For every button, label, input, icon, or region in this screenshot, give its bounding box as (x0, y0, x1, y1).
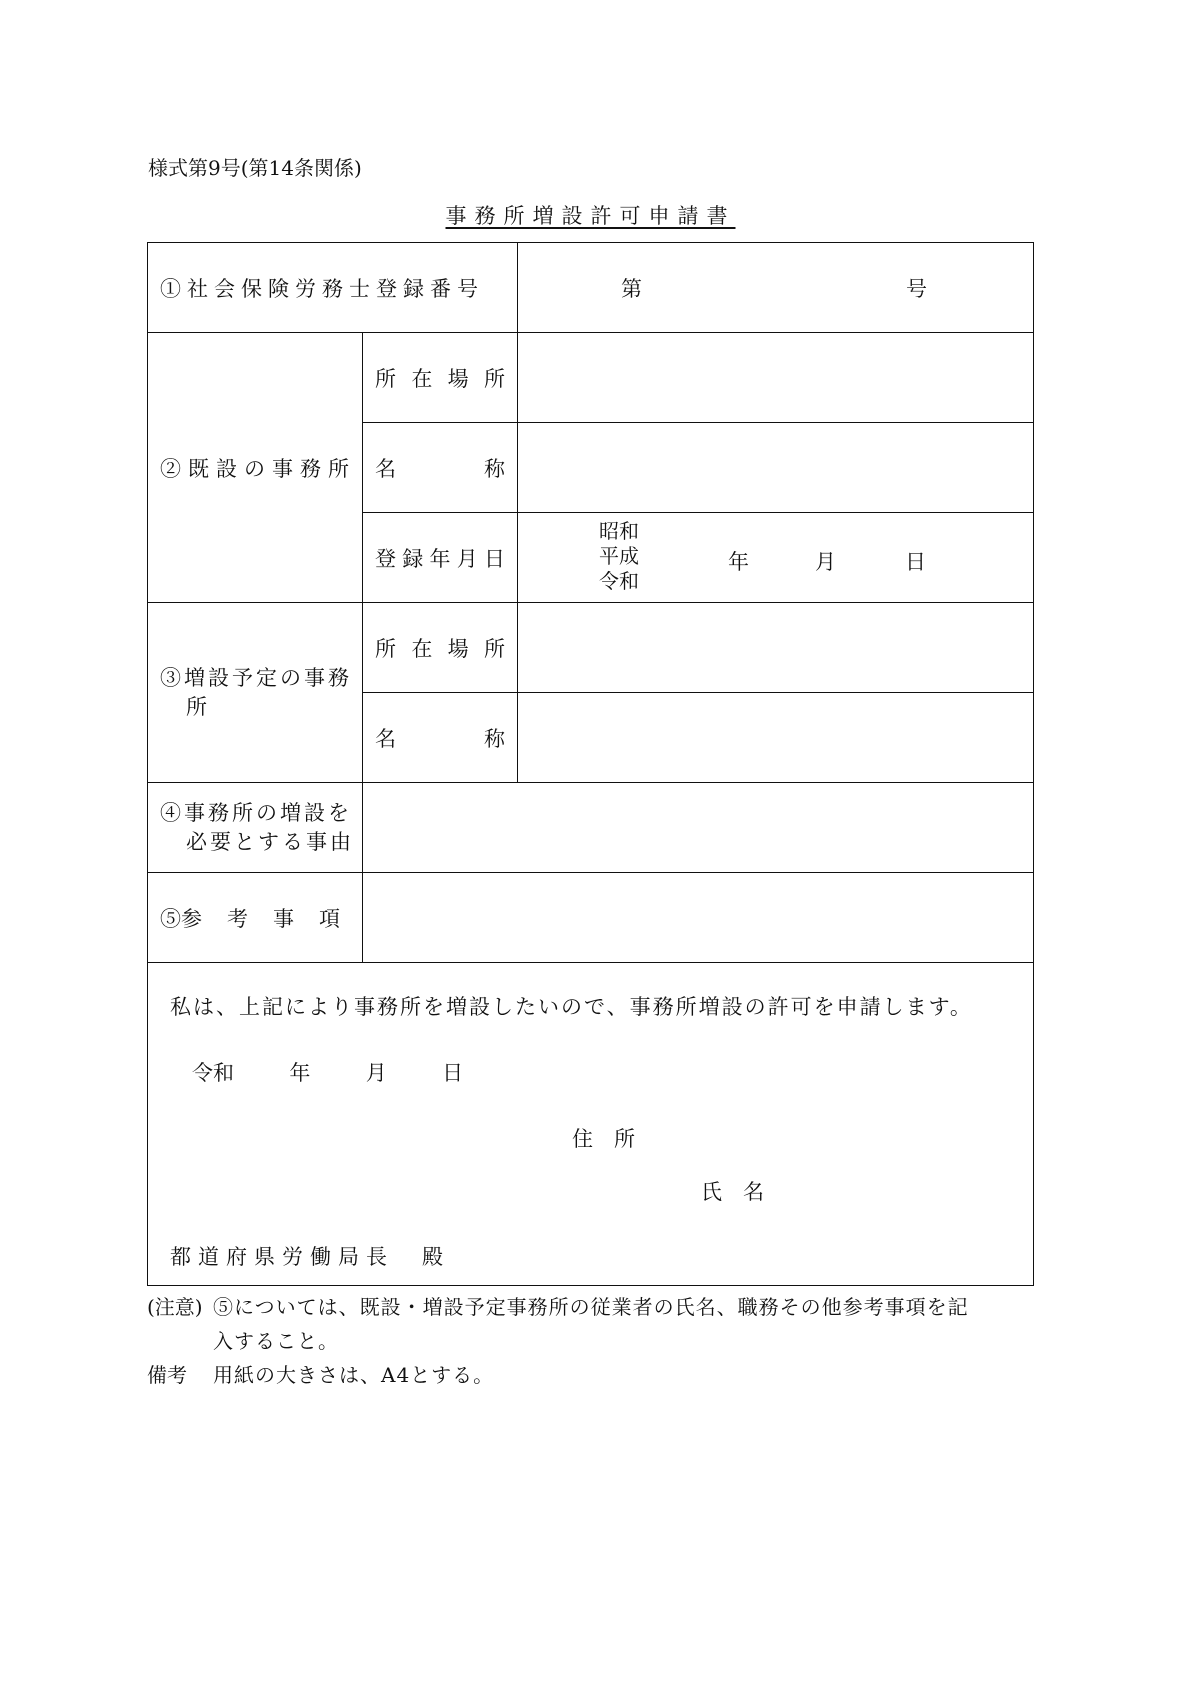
reason-label (148, 783, 363, 873)
label-char: 所 (375, 636, 396, 661)
caution-body (213, 1290, 969, 1358)
caution-line2: 入すること。 (213, 1329, 339, 1353)
planned-office-label-line2: 所 (186, 694, 210, 719)
label-char: ⑤参 (160, 906, 202, 931)
era-showa: 昭和 (599, 519, 639, 543)
label-char: 所 (483, 366, 505, 391)
label-char: 場 (447, 366, 469, 391)
label-char: 事 (273, 906, 294, 931)
caution-line1: ⑤については、既設・増設予定事務所の従業者の氏名、職務その他参考事項を記 (213, 1295, 969, 1319)
label-char: 在 (411, 636, 433, 661)
row-planned-location (148, 603, 1034, 693)
registration-dai-label: 第 (621, 277, 642, 301)
existing-name-label (363, 423, 518, 513)
planned-location-field[interactable] (518, 603, 1034, 693)
label-char: 在 (411, 366, 433, 391)
document-title (0, 200, 1181, 230)
declaration-year: 年 (289, 1061, 311, 1085)
planned-office-label (148, 603, 363, 783)
label-char: 登 (375, 546, 396, 571)
document-title-text: 事務所増設許可申請書 (445, 204, 736, 228)
remarks-note (147, 1358, 1037, 1392)
label-char: 録 (402, 546, 424, 571)
reason-label-line2: 必要とする事由 (186, 829, 354, 854)
applicant-address-label: 住 所 (572, 1127, 635, 1151)
registration-number-label: ①社会保険労務士登録番号 (148, 243, 518, 333)
existing-location-label (363, 333, 518, 423)
registration-date-field[interactable] (518, 513, 1034, 603)
label-char: 名 (375, 726, 396, 751)
label-char: 所 (375, 366, 396, 391)
planned-name-label (363, 693, 518, 783)
declaration-era: 令和 (192, 1061, 234, 1085)
caution-note (147, 1290, 1037, 1358)
application-form-table (147, 242, 1034, 1286)
label-char: 所 (483, 636, 505, 661)
addressee: 都道府県労働局長 殿 (170, 1245, 450, 1269)
planned-name-field[interactable] (518, 693, 1034, 783)
row-existing-location (148, 333, 1034, 423)
label-char: 考 (227, 906, 248, 931)
label-char: 称 (484, 726, 505, 751)
row-reason (148, 783, 1034, 873)
remarks-body: 用紙の大きさは、A4とする。 (213, 1363, 495, 1387)
label-char: 年 (429, 546, 451, 571)
planned-office-label-line1: ③増設予定の事務 (160, 665, 352, 690)
existing-name-field[interactable] (518, 423, 1034, 513)
reason-field[interactable] (363, 783, 1034, 873)
date-month-label: 月 (815, 550, 836, 574)
notes-section (147, 1290, 1037, 1392)
label-char: 称 (484, 456, 505, 481)
reference-field[interactable] (363, 873, 1034, 963)
reference-label (148, 873, 363, 963)
caution-head: (注意) (147, 1295, 203, 1319)
declaration-date[interactable] (192, 1057, 463, 1087)
label-char: 日 (484, 546, 505, 571)
form-number: 様式第9号(第14条関係) (148, 156, 362, 180)
date-year-label: 年 (728, 550, 749, 574)
label-char: 名 (375, 456, 396, 481)
row-declaration (148, 963, 1034, 1286)
declaration-cell (148, 963, 1034, 1286)
reason-label-line1: ④事務所の増設を (160, 800, 352, 825)
era-heisei: 平成 (599, 544, 639, 568)
era-options (599, 519, 639, 594)
row-reference (148, 873, 1034, 963)
label-char: 項 (319, 906, 340, 931)
label-char: 月 (456, 546, 478, 571)
applicant-name-label: 氏 名 (701, 1180, 764, 1204)
existing-office-label: ②既設の事務所 (148, 333, 363, 603)
registration-go-label: 号 (906, 277, 927, 301)
declaration-day: 日 (442, 1061, 464, 1085)
era-reiwa: 令和 (599, 569, 639, 593)
planned-location-label (363, 603, 518, 693)
registration-number-field[interactable] (518, 243, 1034, 333)
declaration-text: 私は、上記により事務所を増設したいので、事務所増設の許可を申請します。 (170, 995, 973, 1019)
row-registration-number (148, 243, 1034, 333)
registration-date-label (363, 513, 518, 603)
remarks-head: 備考 (147, 1363, 187, 1387)
label-char: 場 (447, 636, 469, 661)
existing-location-field[interactable] (518, 333, 1034, 423)
date-day-label: 日 (905, 550, 926, 574)
declaration-month: 月 (365, 1061, 387, 1085)
